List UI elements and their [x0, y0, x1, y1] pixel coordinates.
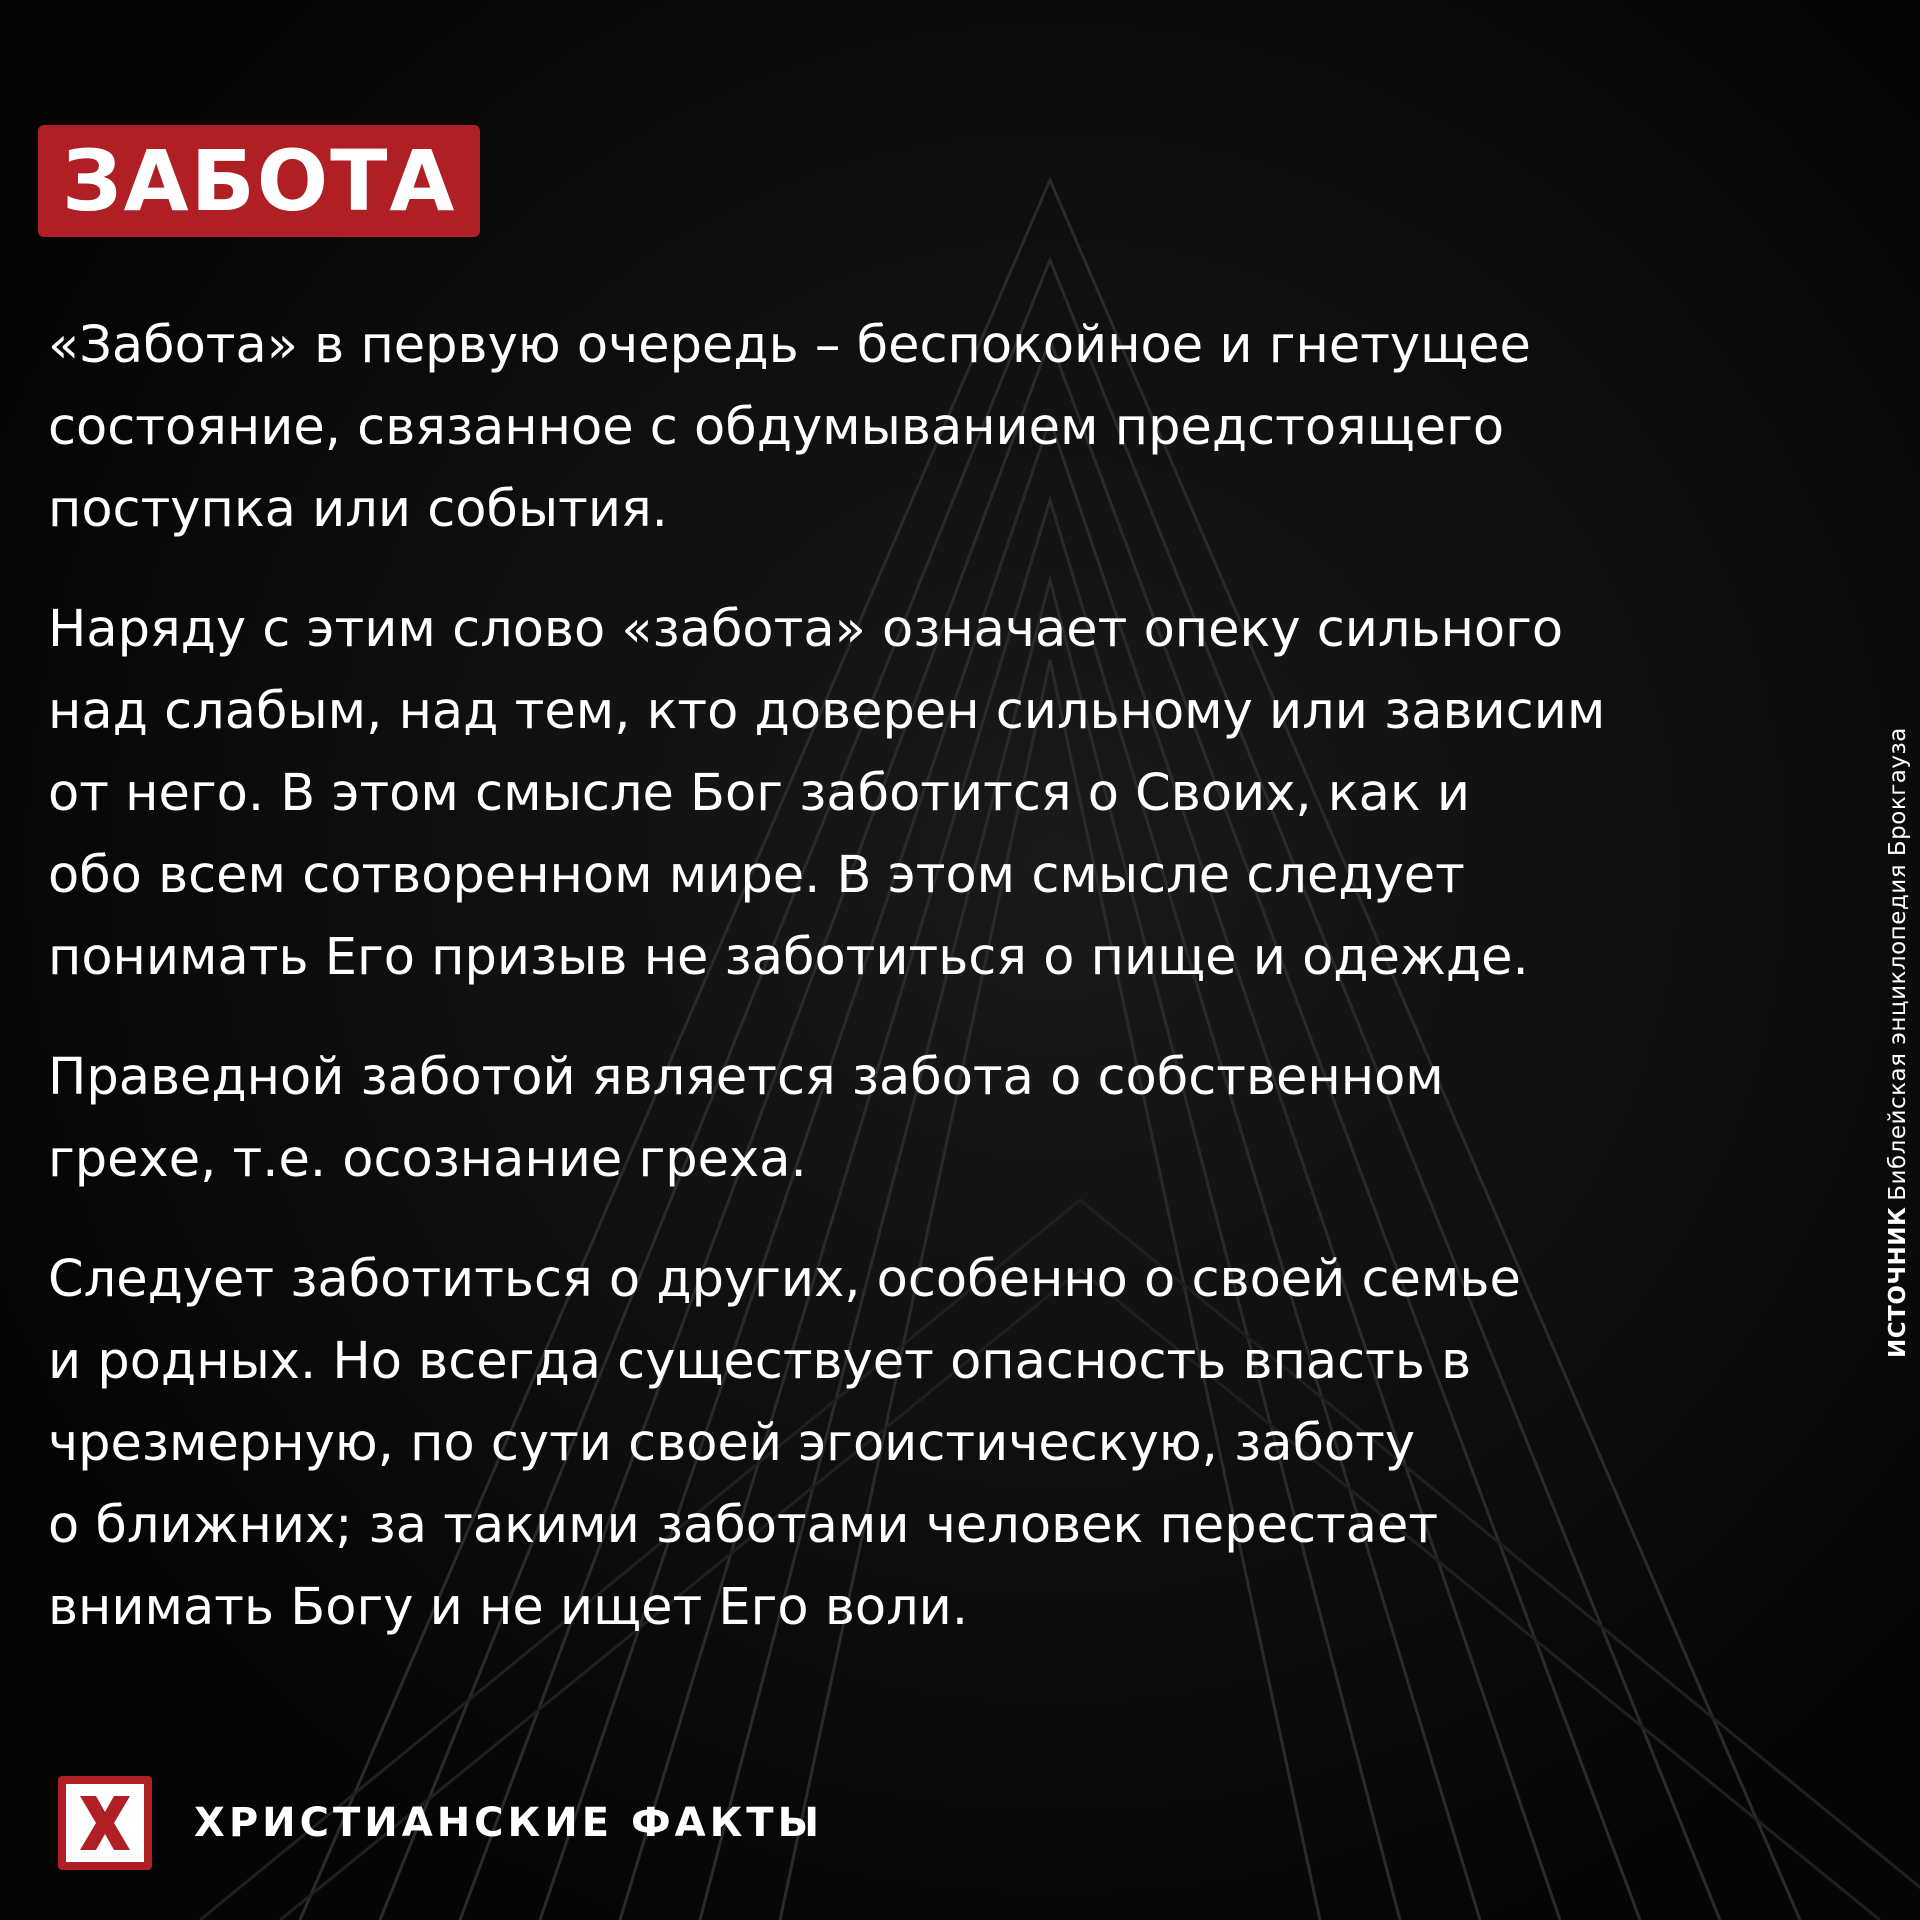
brand-name: ХРИСТИАНСКИЕ ФАКТЫ — [194, 1800, 824, 1846]
brand-footer — [58, 1776, 823, 1870]
paragraph-4: Следует заботиться о других, особенно о своей семье и родных. Но всегда существует опасность впасть в чрезмерную, по сути своей эгоистическую, заботу о ближних; за такими заботами человек перестает внимать Богу и не ищет Его воли. — [48, 1250, 1521, 1637]
source-text: Библейская энциклопедия Брокгауза — [1885, 727, 1911, 1201]
paragraph-3: Праведной заботой является забота о собственном грехе, т.е. осознание греха. — [48, 1048, 1444, 1189]
article-body — [48, 305, 1768, 1687]
source-caption — [1885, 727, 1911, 1358]
paragraph-1: «Забота» в первую очередь – беспокойное и гнетущее состояние, связанное с обдумыванием предстоящего поступка или события. — [48, 316, 1531, 539]
paragraph-2: Наряду с этим слово «забота» означает опеку сильного над слабым, над тем, кто доверен сильному или зависим от него. В этом смысле Бог заботится о Своих, как и обо всем сотворенном мире. В этом смысле следует понимать Его призыв не заботиться о пище и одежде. — [48, 600, 1606, 987]
title-badge — [38, 125, 480, 237]
page-title: ЗАБОТА — [62, 132, 457, 230]
x-logo-icon — [58, 1776, 152, 1870]
source-label: ИСТОЧНИК — [1885, 1206, 1911, 1358]
